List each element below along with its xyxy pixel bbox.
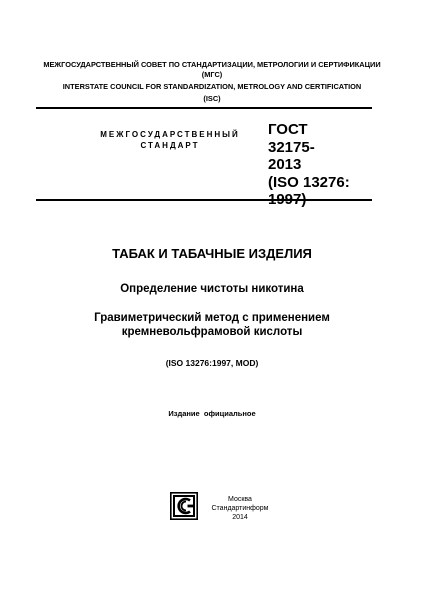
standartinform-logo-icon (170, 492, 198, 520)
method-line-2: кремневольфрамовой кислоты (121, 326, 303, 338)
top-divider (36, 107, 372, 109)
publisher-year: 2014 (232, 514, 248, 521)
designation-line: ГОСТ (268, 121, 308, 138)
council-abbr-ru: (МГС) (201, 70, 223, 79)
document-subtitle: Определение чистоты никотина (120, 283, 304, 295)
council-abbr-en: (ISC) (203, 94, 221, 103)
document-title: ТАБАК И ТАБАЧНЫЕ ИЗДЕЛИЯ (112, 246, 312, 261)
publisher-name: Стандартинформ (211, 505, 269, 512)
bottom-divider (36, 199, 372, 201)
council-name-ru: МЕЖГОСУДАРСТВЕННЫЙ СОВЕТ ПО СТАНДАРТИЗАЦИИ, МЕТРОЛОГИИ И СЕРТИФИКАЦИИ (43, 60, 381, 69)
standard-kind-line-1: МЕЖГОСУДАРСТВЕННЫЙ (100, 130, 240, 139)
method-line-1: Гравиметрический метод с применением (94, 312, 330, 324)
designation-line: (ISO 13276: (268, 173, 350, 191)
edition-label: Издание официальное (168, 409, 256, 418)
designation-line: 1997) (268, 191, 307, 208)
publisher-block (210, 495, 270, 522)
document-method (20, 311, 404, 339)
standard-kind (72, 130, 268, 151)
council-name-en: INTERSTATE COUNCIL FOR STANDARDIZATION, METROLOGY AND CERTIFICATION (62, 82, 362, 91)
standard-designation (268, 121, 350, 209)
iso-reference: (ISO 13276:1997, MOD) (165, 358, 259, 368)
designation-line: 2013 (268, 156, 302, 173)
publisher-city: Москва (228, 496, 252, 503)
standard-kind-line-2: СТАНДАРТ (140, 140, 200, 150)
designation-line: 32175- (268, 138, 315, 156)
